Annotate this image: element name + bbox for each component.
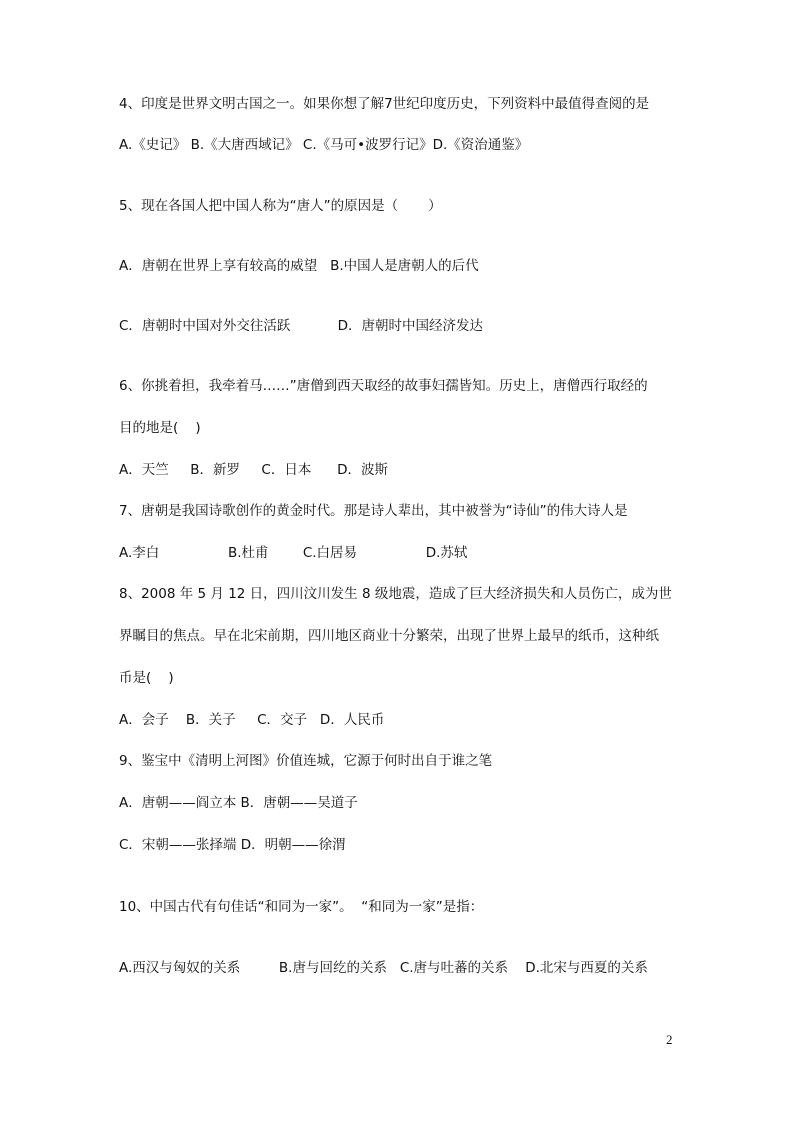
question-9-stem: 9、鉴宝中《清明上河图》价值连城，它源于何时出自于谁之笔 [119, 753, 493, 769]
question-8-stem-1: 8、2008 年 5 月 12 日，四川汶川发生 8 级地震，造成了巨大经济损失和人员伤亡，成为世 [119, 586, 672, 602]
question-8-options: A．会子 B．关子 C．交子 D．人民币 [119, 712, 385, 728]
question-10-stem: 10、中国古代有句佳话“和同为一家”。 “和同为一家”是指： [119, 899, 484, 915]
question-6-stem-1: 6、你挑着担，我牵着马……”唐僧到西天取经的故事妇孺皆知。历史上，唐僧西行取经的 [119, 378, 648, 394]
question-9-options-2: C．宋朝——张择端 D．明朝——徐渭 [119, 837, 346, 853]
question-6-options: A．天竺 B．新罗 C．日本 D．波斯 [119, 462, 388, 478]
question-5-stem: 5、现在各国人把中国人称为“唐人”的原因是（ ） [119, 198, 442, 214]
question-7-options: A.李白 B.杜甫 C.白居易 D.苏轼 [119, 545, 468, 561]
question-10-options: A.西汉与匈奴的关系 B.唐与回纥的关系 C.唐与吐蕃的关系 D.北宋与西夏的关系 [119, 960, 648, 976]
page-number: 2 [666, 1032, 673, 1047]
question-8-stem-2: 界瞩目的焦点。早在北宋前期，四川地区商业十分繁荣，出现了世界上最早的纸币，这种纸 [119, 628, 659, 644]
question-5-options-1: A．唐朝在世界上享有较高的威望 B.中国人是唐朝人的后代 [119, 258, 479, 274]
question-6-stem-2: 目的地是( ) [119, 420, 201, 436]
question-7-stem: 7、唐朝是我国诗歌创作的黄金时代。那是诗人辈出，其中被誉为“诗仙”的伟大诗人是 [119, 503, 628, 519]
question-9-options-1: A．唐朝——阎立本 B．唐朝——吴道子 [119, 795, 358, 811]
question-4-options: A.《史记》 B.《大唐西域记》 C.《马可•波罗行记》D.《资治通鉴》 [119, 137, 529, 153]
question-8-stem-3: 币是( ) [119, 670, 174, 686]
question-5-options-2: C．唐朝时中国对外交往活跃 D．唐朝时中国经济发达 [119, 318, 484, 334]
question-4-stem: 4、印度是世界文明古国之一。如果你想了解7世纪印度历史，下列资料中最值得查阅的是 [119, 96, 650, 112]
